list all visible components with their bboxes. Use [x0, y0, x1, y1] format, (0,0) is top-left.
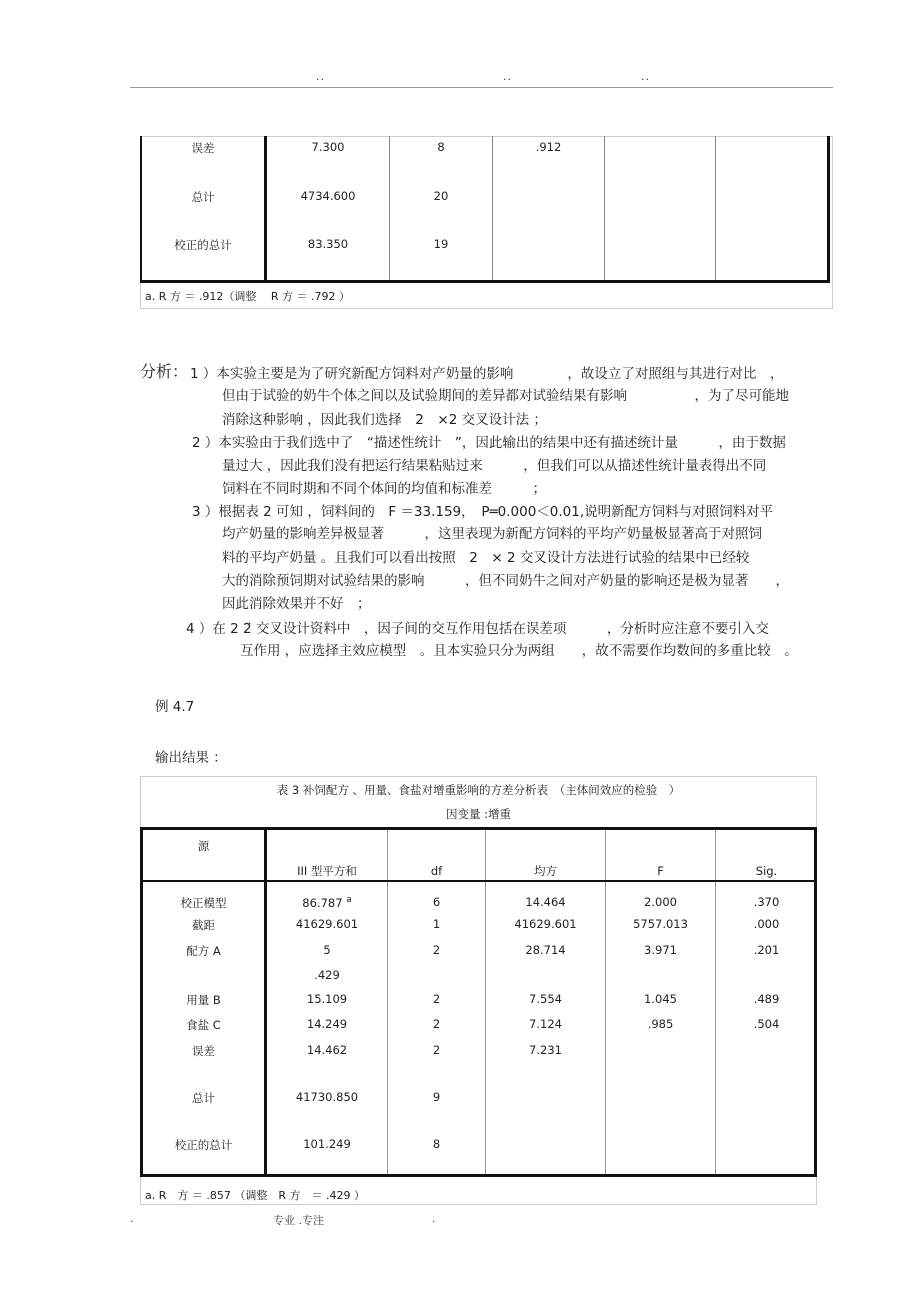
- table1-divider: [715, 136, 716, 280]
- table1-row1-source: 总计: [191, 190, 215, 204]
- table3-row-ss: 41730.850: [295, 1090, 359, 1104]
- table1-row2-ss: 83.350: [307, 237, 349, 251]
- table3-dependent: 因变量 :增重: [445, 807, 512, 821]
- table3-row-source: 用量 B: [186, 993, 221, 1007]
- table3-row-df: 2: [432, 992, 441, 1006]
- table3-row-source: 配方 A: [186, 944, 221, 958]
- table3-footnote-marker: a: [346, 895, 352, 905]
- table3-row-source: 校正的总计: [174, 1138, 233, 1152]
- table3-row-f: 2.000: [644, 895, 677, 909]
- table1-divider: [264, 136, 267, 280]
- table3-row-source: 误差: [192, 1044, 215, 1058]
- table3-row-ms: 14.464: [525, 895, 566, 909]
- footer-left: .: [130, 1212, 134, 1225]
- table3-row-source: 食盐 C: [186, 1018, 221, 1032]
- table1-divider: [604, 136, 605, 280]
- table3-row-ms: 7.231: [529, 1043, 562, 1057]
- table3-row-df: 2: [432, 1017, 441, 1031]
- analysis-line: 大的消除预饲期对试验结果的影响 ，但不同奶牛之间对产奶量的影响还是极为显著 ，: [222, 573, 789, 589]
- table3-row-source: 校正模型: [180, 896, 227, 910]
- header-dots-2: ..: [503, 70, 512, 83]
- table3-header-f: F: [657, 864, 664, 878]
- table3-header-ss: III 型平方和: [297, 864, 357, 878]
- table1: [140, 136, 830, 283]
- table3-row-ss: 15.109: [306, 992, 348, 1006]
- table1-row0-df: 8: [437, 140, 445, 154]
- table1-row0-source: 误差: [191, 141, 215, 155]
- analysis-line: 饲料在不同时期和不同个体间的均值和标准差 ；: [222, 481, 546, 497]
- table1-row2-df: 19: [433, 237, 449, 251]
- table3-row-ss: 41629.601: [295, 917, 359, 931]
- table3-row-df: 8: [432, 1137, 441, 1151]
- analysis-line: 量过大 ，因此我们没有把运行结果粘贴过来 ，但我们可以从描述性统计量表得出不同: [222, 458, 767, 474]
- table3-row-df: 2: [432, 1043, 441, 1057]
- table3-row-ss: 101.249: [303, 1137, 351, 1151]
- table1-row1-df: 20: [433, 189, 449, 203]
- header-dots-1: ..: [316, 70, 325, 83]
- analysis-line: 互作用 ，应选择主效应模型 。且本实验只分为两组 ，故不需要作均数间的多重比较 。: [240, 643, 798, 659]
- table3-header-df: df: [430, 864, 443, 878]
- table1-row0-ms: .912: [535, 140, 562, 154]
- table3-row-f: 3.971: [644, 943, 677, 957]
- table1-row1-ss: 4734.600: [300, 189, 356, 203]
- table1-divider: [492, 136, 493, 280]
- table3-row-sig: .000: [753, 917, 780, 931]
- table3-row-df: 1: [432, 917, 441, 931]
- table3-header-source: 源: [197, 839, 210, 853]
- table3-row-sig: .201: [753, 943, 780, 957]
- analysis-line: 消除这种影响 ，因此我们选择 2 ×2 交叉设计法 ；: [222, 412, 547, 428]
- table3-row-ms: 7.124: [529, 1017, 562, 1031]
- analysis-line: 因此消除效果并不好 ；: [222, 596, 371, 612]
- analysis-line: 但由于试验的奶牛个体之间以及试验期间的差异都对试验结果有影响 ，为了尽可能地: [222, 388, 789, 404]
- table3-row-sig: .489: [753, 992, 780, 1006]
- table3-row-ms: 28.714: [525, 943, 566, 957]
- analysis-line: 2 ）本实验由于我们选中了 “描述性统计 ”，因此输出的结果中还有描述统计量 ，由于数据: [192, 435, 786, 451]
- table3-header-rule: [143, 880, 814, 882]
- output-label: 输出结果 ：: [155, 750, 227, 766]
- table3-row-df: 9: [432, 1090, 441, 1104]
- table3-row-ss: 14.462: [306, 1043, 348, 1057]
- table3-row-source: 截距: [192, 918, 215, 932]
- table1-note: a. R 方 ＝ .912（调整 R 方 ＝ .792 ）: [145, 290, 350, 303]
- table3-row-ss: .429: [314, 968, 340, 982]
- table3-row-ss: 5: [323, 943, 331, 957]
- table3-header-sig: Sig.: [755, 864, 778, 878]
- table3-row-ss-value: 86.787: [302, 895, 343, 910]
- table3: [140, 827, 817, 1177]
- table3-row-ss: [267, 895, 387, 910]
- table3-header-ms: 均方: [534, 864, 557, 878]
- table3-row-f: 1.045: [644, 992, 677, 1006]
- footer-right: .: [432, 1212, 436, 1225]
- table3-row-f: 5757.013: [633, 917, 688, 931]
- analysis-line: 1 ）本实验主要是为了研究新配方饲料对产奶量的影响 ，故设立了对照组与其进行对比 ，: [190, 366, 784, 382]
- analysis-line: 均产奶量的影响差异极显著 ，这里表现为新配方饲料的平均产奶量极显著高于对照饲: [222, 526, 762, 542]
- analysis-line: 3 ）根据表 2 可知 ，饲料间的 F ＝33.159， P═0.000＜0.01,说明新配方饲料与对照饲料对平: [192, 504, 774, 520]
- table3-row-ss: 14.249: [306, 1017, 348, 1031]
- analysis-label: 分析：: [140, 362, 189, 381]
- footer-center: 专业 .专注: [273, 1214, 324, 1227]
- table3-row-f: .985: [647, 1017, 674, 1031]
- table3-title: 表 3 补饲配方 、用量、食盐对增重影响的方差分析表 （主体间效应的检验 ）: [276, 783, 681, 797]
- example-label: 例 4.7: [155, 699, 195, 715]
- analysis-line: 料的平均产奶量 。且我们可以看出按照 2 × 2 交叉设计方法进行试验的结果中已经较: [222, 550, 750, 566]
- header-rule: [130, 87, 833, 88]
- table3-row-df: 2: [432, 943, 441, 957]
- header-dots-3: ..: [641, 70, 650, 83]
- table1-row2-source: 校正的总计: [174, 238, 232, 252]
- table3-note: a. R 方 ＝ .857 （调整 R 方 ＝ .429 ）: [145, 1189, 365, 1202]
- table3-row-sig: .370: [753, 895, 780, 909]
- table1-divider: [389, 136, 390, 280]
- analysis-line: 4 ）在 2 2̈ 交叉设计资料中 ，因子间的交互作用包括在误差项 ，分析时应注意不要引入交: [186, 621, 769, 637]
- table3-row-source: 总计: [192, 1091, 215, 1105]
- table3-row-ms: 7.554: [529, 992, 562, 1006]
- table3-row-df: 6: [432, 895, 441, 909]
- table3-row-sig: .504: [753, 1017, 780, 1031]
- table3-row-ms: 41629.601: [514, 917, 577, 931]
- table1-row0-ss: 7.300: [311, 140, 345, 154]
